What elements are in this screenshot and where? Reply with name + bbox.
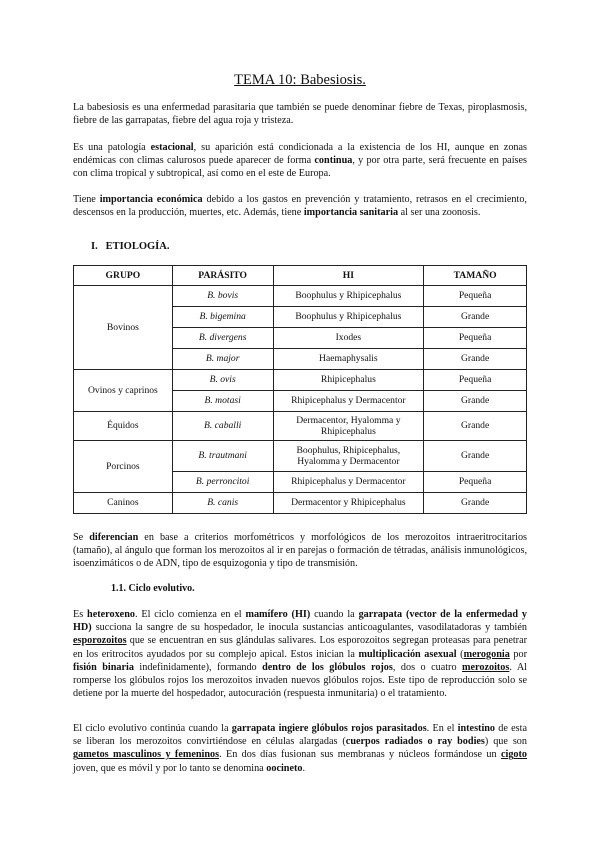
- section-heading-etiologia: I. ETIOLOGÍA.: [91, 241, 170, 252]
- hi-cell: Rhipicephalus y Dermacentor: [273, 391, 424, 412]
- parasite-cell: B. motasi: [172, 391, 273, 412]
- parasite-cell: B. bigemina: [172, 307, 273, 328]
- size-cell: Grande: [424, 493, 527, 514]
- parasite-table: [73, 265, 527, 514]
- page-title: TEMA 10: Babesiosis.: [234, 72, 366, 88]
- table-row: [74, 286, 527, 307]
- size-cell: Pequeña: [424, 472, 527, 493]
- parasite-cell: B. trautmani: [172, 441, 273, 472]
- intro-paragraph-2: Es una patología estacional, su aparición está condicionada a la existencia de los HI, aunque en zonas endémicas con climas calurosos puede aparecer de forma continua, y por otra parte, será frecuente en países con clima tropical y subtropical, así como en el este de Europa.: [73, 142, 527, 180]
- hi-cell: Rhipicephalus: [273, 370, 424, 391]
- hi-cell: Dermacentor y Rhipicephalus: [273, 493, 424, 514]
- parasite-cell: B. bovis: [172, 286, 273, 307]
- parasite-cell: B. caballi: [172, 412, 273, 441]
- size-cell: Grande: [424, 349, 527, 370]
- size-cell: Grande: [424, 307, 527, 328]
- hi-cell: Boophulus, Rhipicephalus, Hyalomma y Dermacentor: [273, 441, 424, 472]
- size-cell: Grande: [424, 412, 527, 441]
- table-row: [74, 412, 527, 441]
- cycle-paragraph-1: Es heteroxeno. El ciclo comienza en el mamífero (HI) cuando la garrapata (vector de la enfermedad y HD) succiona la sangre de su hospedador, le inocula sustancias anticoagulantes, vasodilatadoras y también esporozoitos que se encuentran en sus glándulas salivares. Los esporozoitos segregan proteasas para penetrar en los eritrocitos ayudados por su complejo apical. Estos inician la multiplicación asexual (merogonia por fisión binaria indefinidamente), formando dentro de los glóbulos rojos, dos o cuatro merozoitos. Al romperse los glóbulos rojos los merozoitos invaden nuevos glóbulos rojos. Este tipo de reproducción solo se detiene por la muerte del hospedador, autocuración (respuesta inmunitaria) o el tratamiento.: [73, 609, 528, 700]
- header-parasito: PARÁSITO: [172, 266, 273, 286]
- header-hi: HI: [273, 266, 424, 286]
- group-cell: Équidos: [74, 412, 173, 441]
- table-row: [74, 370, 527, 391]
- group-cell: Porcinos: [74, 441, 173, 493]
- size-cell: Pequeña: [424, 370, 527, 391]
- group-cell: Bovinos: [74, 286, 173, 370]
- cycle-paragraph-2: El ciclo evolutivo continúa cuando la garrapata ingiere glóbulos rojos parasitados. En el intestino de esta se liberan los merozoitos convirtiéndose en células alargadas (cuerpos radiados o ray bodies) que son gametos masculinos y femeninos. En dos días fusionan sus membranas y núcleos formándose un cigoto joven, que es móvil y por lo tanto se denomina oocineto.: [73, 723, 528, 774]
- group-cell: Caninos: [74, 493, 173, 514]
- parasite-cell: B. perroncitoi: [172, 472, 273, 493]
- intro-paragraph-3: Tiene importancia económica debido a los gastos en prevención y tratamiento, retrasos en el crecimiento, descensos en la producción, muertes, etc. Además, tiene importancia sanitaria al ser una zoonosis.: [73, 194, 527, 219]
- table-header-row: [74, 266, 527, 286]
- hi-cell: Rhipicephalus y Dermacentor: [273, 472, 424, 493]
- table-row: [74, 493, 527, 514]
- group-cell: Ovinos y caprinos: [74, 370, 173, 412]
- parasite-cell: B. divergens: [172, 328, 273, 349]
- header-grupo: GRUPO: [74, 266, 173, 286]
- header-tamano: TAMAÑO: [424, 266, 527, 286]
- section-heading-ciclo-evolutivo: 1.1. Ciclo evolutivo.: [111, 583, 195, 594]
- size-cell: Pequeña: [424, 328, 527, 349]
- table-row: [74, 441, 527, 472]
- parasite-cell: B. canis: [172, 493, 273, 514]
- size-cell: Grande: [424, 391, 527, 412]
- hi-cell: Boophulus y Rhipicephalus: [273, 307, 424, 328]
- parasite-cell: B. major: [172, 349, 273, 370]
- hi-cell: Boophulus y Rhipicephalus: [273, 286, 424, 307]
- hi-cell: Ixodes: [273, 328, 424, 349]
- hi-cell: Dermacentor, Hyalomma y Rhipicephalus: [273, 412, 424, 441]
- size-cell: Grande: [424, 441, 527, 472]
- parasite-cell: B. ovis: [172, 370, 273, 391]
- differentiation-paragraph: Se diferencian en base a criterios morfométricos y morfológicos de los merozoitos intraeritrocitarios (tamaño), al ángulo que forman los merozoitos al ir en parejas o formación de tétradas, análisis inmunológicos, isoenzimáticos o de ADN, tipo de esquizogonia y tipo de transmisión.: [73, 532, 528, 570]
- intro-paragraph-1: La babesiosis es una enfermedad parasitaria que también se puede denominar fiebre de Texas, piroplasmosis, fiebre de las garrapatas, fiebre del agua roja y tristeza.: [73, 102, 527, 127]
- size-cell: Pequeña: [424, 286, 527, 307]
- hi-cell: Haemaphysalis: [273, 349, 424, 370]
